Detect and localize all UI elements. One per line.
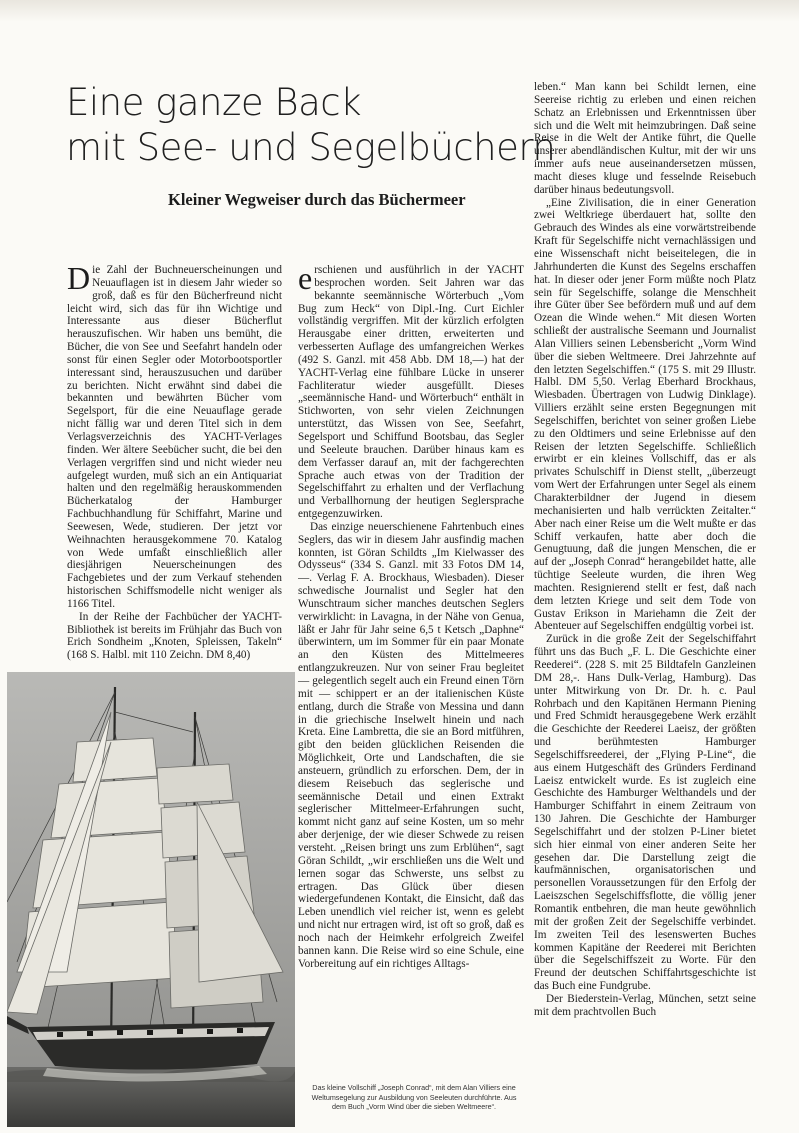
paragraph: Das einzige neuerschienene Fahrtenbuch eines Seglers, das wir in diesem Jahr ausfindig machen konnten, ist Göran Schildts „Im Kielwasser des Odysseus“ (334 S. Ganzl. mit 33 Fotos DM 14,—. Verlag F. A. Brockhaus, Wiesbaden). Dieser schwedische Journalist und Segler hat den Wunschtraum sicher manches deutschen Seglers verwirklicht: in Lavagna, in der Nähe von Genua, läßt er Jahr für Jahr seine 6,5 t Ketsch „Daphne“ überwintern, um im Sommer für ein paar Monate an den Küsten des Mittelmeeres entlangzukreuzen. Nur von seiner Frau begleitet — gelegentlich segelt auch ein Freund einen Törn mit — schippert er an der italienischen Küste entlang, durch die Straße von Messina und dann in die griechische Inselwelt hinein und nach Kreta. Eine Lambretta, die sie an Bord mitführen, gibt den beiden glücklichen Reisenden die Möglichkeit, Orte und Landschaften, die sie ansteuern, gründlich zu erforschen. Dem, der in diesem Reisebuch das seglerische und seemännische Detail und einen Extrakt seglerischer Mittelmeer-Erfahrungen sucht, kommt nicht ganz auf seine Kosten, um so mehr aber derjenige, der wie dieser Schwede zu reisen versteht. „Reisen bringt uns zum Erblühen“, sagt Göran Schildt, „wir erschließen uns die Welt und lernen sogar das Schwerste, uns selbst zu ertragen. Das Glück über diesen wiedergefundenen Kontakt, die Einsicht, daß das Leben unendlich viel reicher ist, wenn es gelebt und nicht nur ertragen wird, ist oft so groß, daß es noch nach der Heimkehr erfolgreich Zweifel bannen kann. Die Reise wird so eine Schule, eine Vorbereitung auf ein richtiges Alltags-: [298, 520, 524, 970]
text-column-2: [298, 264, 524, 1076]
page-top-edge: [0, 0, 799, 22]
text-column-1: [67, 264, 282, 684]
headline-line-1: Eine ganze Back: [66, 81, 362, 124]
paragraph: Zurück in die große Zeit der Segelschiffahrt führt uns das Buch „F. L. Die Geschichte einer Reederei“. (228 S. mit 25 Bildtafeln Ganzleinen DM 28,-. Hans Dulk-Verlag, Hamburg). Das unter Mitwirkung von Dr. Dr. h. c. Paul Rohrbach und den Kapitänen Hermann Piening und Fred Schmidt herausgegebene Werk erzählt die Geschichte der Reederei Laeisz, der größten und berühmtesten Hamburger Segelschiffsreederei, der „Flying P-Line“, die aus einem Hutgeschäft des Gründers Ferdinand Laeisz entwickelt wurde. Es ist zugleich eine Geschichte des Hamburger Welthandels und der Hamburger Schiffahrt in einem Zeitraum von 130 Jahren. Die Geschichte der Hamburger Segelschiffahrt und der stolzen P-Liner bietet sich hier einmal von einer anderen Seite her gesehen dar. Die Darstellung zeigt die kaufmännischen, organisatorischen und personellen Voraussetzungen für den Erfolg der Laeiszschen Segelschiffsflotte, die völlig jener Romantik entbehren, die man heute gewöhnlich mit der großen Zeit der Segelschiffe verbindet. Im zweiten Teil des lesenswerten Buches kommen Kapitäne der Reederei mit Berichten über die Segelschiffszeit zu Worte. Für den Freund der deutschen Schiffahrtsgeschichte ist das Buch eine Fundgrube.: [534, 633, 756, 993]
sailing-ship-image: [7, 672, 295, 1127]
headline-line-2: mit See- und Segelbüchern: [66, 126, 556, 169]
paragraph: In der Reihe der Fachbücher der YACHT-Bibliothek ist bereits im Frühjahr das Buch von Erich Sondheim „Knoten, Spleissen, Takeln“ (168 S. Halbl. mit 110 Zeichn. DM 8,40): [67, 610, 282, 662]
photo-caption: Das kleine Vollschiff „Joseph Conrad“, mit dem Alan Villiers eine Weltumsegelung zur Ausbildung von Seeleuten durchführte. Aus dem Buch „Vorm Wind über die sieben Weltmeere“.: [311, 1083, 517, 1111]
article-headline: [66, 80, 555, 170]
text-column-3: [534, 81, 756, 1081]
article-subheadline: Kleiner Wegweiser durch das Büchermeer: [168, 190, 466, 209]
paragraph: „Eine Zivilisation, die in einer Generation zwei Weltkriege überdauert hat, sollte den Gebrauch des Windes als eine vorwärtstreibende Kraft für Segelschiffe nicht vernachlässigen und eine Wissenschaft nicht beiseitelegen, die in Jahrhunderten die Kunst des Segelns erschaffen hat. In dieser oder jener Form müßte noch Platz sein für Segelschiffe, solange die Menschheit ihre Güter über See befördern muß und auf dem Ozean die Winde wehen.“ Mit diesen Worten schließt der australische Seemann und Journalist Alan Villiers seinen Lebensbericht „Vorm Wind über die sieben Weltmeere. Drei Jahrzehnte auf den letzten Segelschiffen.“ (175 S. mit 29 Illustr. Halbl. DM 5,50. Verlag Eberhard Brockhaus, Wiesbaden. Übertragen von Ludwig Dinklage). Villiers erzählt seine ersten Begegnungen mit Segelschiffen, berichtet von seiner großen Liebe zu den Oldtimers und seine Erlebnisse auf den Reisen der letzten Segelschiffe. Schließlich erwirbt er ein kleines Vollschiff, das er als privates Schulschiff in Dienst stellt, „überzeugt vom Wert der Erfahrungen unter Segel als einem Charakterbildner der Jugend in diesem mechanisierten und halb verrückten Zeitalter.“ Aber nach einer Reise um die Welt mußte er das Schiff verkaufen, hatte aber doch die Genugtuung, daß die jungen Menschen, die er auf der „Joseph Conrad“ herangebildet hatte, alle tüchtige Seeleute wurden, die ihren Weg machten. Resignierend stellt er fest, daß nach dem letzten Kriege und seit dem Tode von Gustav Erikson in Mariehamn die Zeit der Abenteuer auf Segelschiffen endgültig vorbei ist.: [534, 196, 756, 633]
paragraph: Der Biederstein-Verlag, München, setzt seine mit dem prachtvollen Buch: [534, 992, 756, 1018]
ship-photo: [7, 672, 295, 1127]
paragraph: Die Zahl der Buchneuerscheinungen und Neuauflagen ist in diesem Jahr wieder so groß, daß es für den Bücherfreund nicht leicht wird, sich das für ihn Wichtige und Interessante aus dieser Bücherflut herauszufischen. Wir haben uns bemüht, die Bücher, die von See und Seefahrt handeln oder sonst für einen Segler oder Motorbootsportler interessant sind, herauszusuchen und darüber zu berichten. Nicht erwähnt sind dabei die bekannten und bewährten Bücher vom Segelsport, für die eine Neuauflage gerade nicht fällig war und deren Titel sich in dem Verlagsverzeichnis des YACHT-Verlages finden. Wer ältere Seebücher sucht, die bei den Verlagen vergriffen sind und nicht wieder neu aufgelegt wurden, muß sich an ein Antiquariat halten und den regelmäßig herauskommenden Bücherkatalog der Hamburger Fachbuchhandlung für Schiffahrt, Marine und Seewesen, Wede, studieren. Der jetzt vor Weihnachten herausgekommene 70. Katalog von Wede umfaßt einschließlich aller diesjährigen Neuerscheinungen des Fachgebietes und der zum Verkauf stehenden historischen Schiffsmodelle nicht weniger als 1166 Titel.: [67, 264, 282, 610]
paragraph: leben.“ Man kann bei Schildt lernen, eine Seereise richtig zu erleben und einen reichen Schatz an Erlebnissen und Erkenntnissen über sich und die Welt mit heimzubringen. Daß seine Reise in die Welt der Antike führt, die Quelle unserer abendländischen Kultur, mit der wir uns immer aufs neue auseinandersetzen müssen, macht dieses kluge und fesselnde Reisebuch darüber hinaus bedeutungsvoll.: [534, 81, 756, 196]
paragraph: erschienen und ausführlich in der YACHT besprochen worden. Seit Jahren war das bekannte seemännische Wörterbuch „Vom Bug zum Heck“ von Dipl.-Ing. Curt Eichler vollständig vergriffen. Mit der kürzlich erfolgten Herausgabe einer dritten, erweiterten und verbesserten Auflage des umfangreichen Werkes (492 S. Ganzl. mit 458 Abb. DM 18,—) hat der YACHT-Verlag eine fühlbare Lücke in unserer Fachliteratur wieder ausgefüllt. Dieses „seemännische Hand- und Wörterbuch“ enthält in Stichworten, von sehr vielen Zeichnungen unterstützt, das Wissen von See, Seefahrt, Segelsport und Schiffund Bootsbau, das Segler und Seeleute brauchen. Darüber hinaus kam es dem Verfasser darauf an, mit der fachgerechten Sprache auch etwas von der Tradition der Segelschiffahrt zu erhalten und der Verflachung und Verballhornung der heutigen Seglersprache entgegenzuwirken.: [298, 264, 524, 521]
